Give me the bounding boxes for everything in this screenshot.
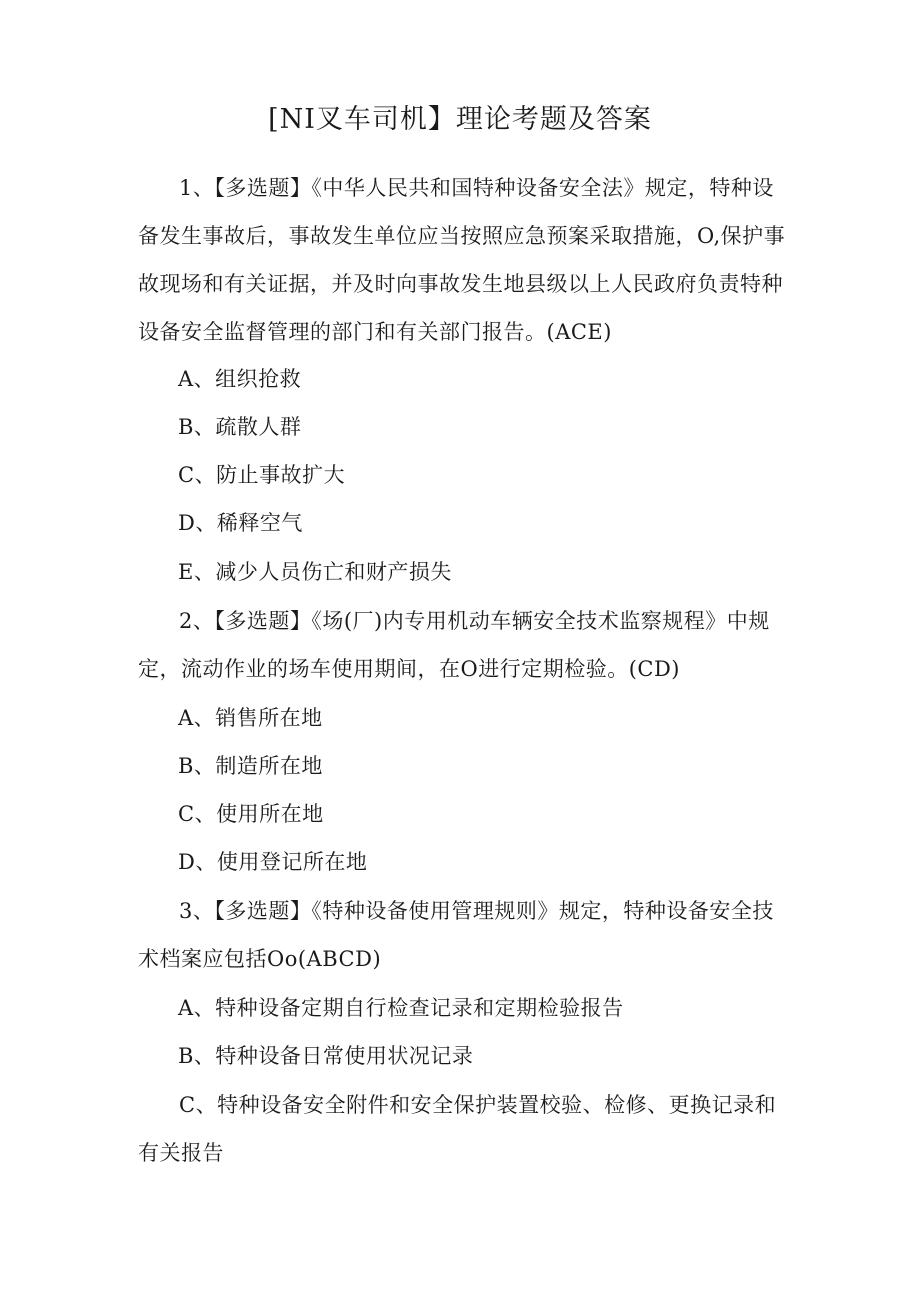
question-2-text: 2、【多选题】《场(厂)内专用机动车辆安全技术监察规程》中规定，流动作业的场车使用期间，在O进行定期检验。(CD) — [138, 609, 770, 681]
question-2-option-d: D、使用登记所在地 — [178, 850, 368, 874]
question-1-option-a: A、组织抢救 — [178, 367, 302, 391]
question-3-option-b: B、特种设备日常使用状况记录 — [178, 1044, 474, 1068]
question-1-text: 1、【多选题】《中华人民共和国特种设备安全法》规定，特种设备发生事故后，事故发生单位应当按照应急预案采取措施，O,保护事故现场和有关证据，并及时向事故发生地县级以上人民政府负责特种设备安全监督管理的部门和有关部门报告。(ACE) — [138, 176, 786, 344]
question-1-option-e: E、减少人员伤亡和财产损失 — [178, 560, 452, 584]
question-3-text: 3、【多选题】《特种设备使用管理规则》规定，特种设备安全技术档案应包括Oo(ABCD) — [138, 899, 774, 971]
question-2-option-a: A、销售所在地 — [178, 706, 323, 730]
question-1-option-c: C、防止事故扩大 — [178, 463, 346, 487]
question-3-option-a: A、特种设备定期自行检查记录和定期检验报告 — [178, 996, 624, 1020]
question-2-option-c: C、使用所在地 — [178, 802, 324, 826]
question-2-option-b: B、制造所在地 — [178, 754, 323, 778]
page-title: [NI叉车司机】理论考题及答案 — [268, 104, 652, 135]
question-1-option-b: B、疏散人群 — [178, 415, 302, 439]
question-3-option-c: C、特种设备安全附件和安全保护装置校验、检修、更换记录和有关报告 — [138, 1093, 777, 1165]
question-1-option-d: D、稀释空气 — [178, 511, 303, 535]
